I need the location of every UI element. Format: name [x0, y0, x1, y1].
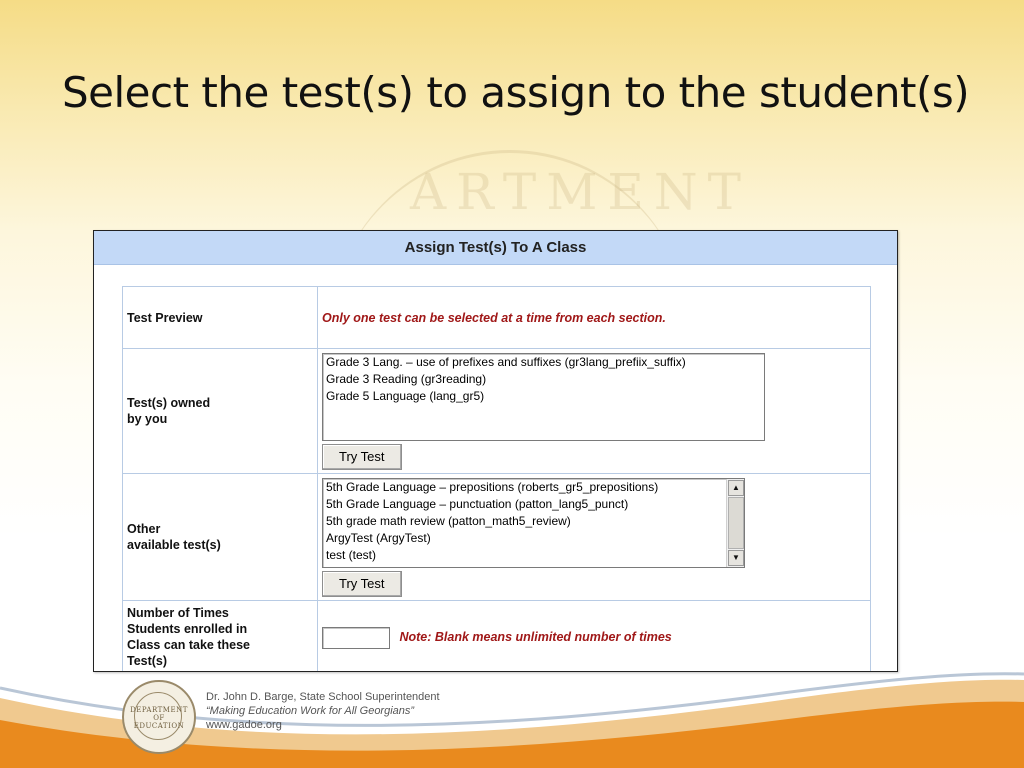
list-item[interactable]: 5th grade math review (patton_math5_review) — [326, 514, 571, 528]
scroll-up-icon[interactable]: ▲ — [728, 480, 744, 496]
footer — [118, 678, 498, 758]
table-row — [123, 287, 871, 349]
times-input[interactable] — [322, 627, 390, 649]
owned-tests-cell — [318, 349, 871, 474]
list-item[interactable]: 5th Grade Language – punctuation (patton_lang5_punct) — [326, 497, 629, 511]
list-item[interactable]: 5th Grade Language – prepositions (roberts_gr5_prepositions) — [326, 480, 659, 494]
times-label: Number of Times Students enrolled in Class can take these Test(s) — [123, 601, 318, 673]
list-item[interactable]: Grade 5 Language (lang_gr5) — [326, 389, 485, 403]
slogan-line: “Making Education Work for All Georgians” — [206, 705, 415, 717]
window-header: Assign Test(s) To A Class — [94, 231, 897, 265]
owned-tests-label: Test(s) owned by you — [123, 349, 318, 474]
slide-title: Select the test(s) to assign to the student(s) — [62, 68, 970, 117]
other-tests-cell — [318, 474, 871, 601]
scroll-down-icon[interactable]: ▼ — [728, 550, 744, 566]
watermark-text: ARTMENT — [410, 163, 752, 221]
assign-test-window — [93, 230, 898, 672]
unlimited-note: Note: Blank means unlimited number of times — [399, 630, 672, 645]
seal-text: DEPARTMENT OF EDUCATION — [130, 706, 188, 730]
owned-tests-listbox[interactable] — [322, 353, 765, 441]
other-tests-listbox[interactable] — [322, 478, 745, 568]
single-test-note: Only one test can be selected at a time from each section. — [322, 310, 666, 325]
website-link[interactable]: www.gadoe.org — [206, 719, 282, 731]
list-item[interactable]: Grade 3 Lang. – use of prefixes and suffixes (gr3lang_prefiix_suffix) — [326, 355, 686, 369]
other-tests-label: Other available test(s) — [123, 474, 318, 601]
table-row — [123, 474, 871, 601]
assign-form-table — [122, 286, 871, 672]
footer-text — [206, 690, 440, 732]
list-item[interactable]: test (test) — [326, 548, 377, 562]
superintendent-line: Dr. John D. Barge, State School Superintendent — [206, 691, 440, 703]
times-cell — [318, 601, 871, 673]
try-other-test-button[interactable]: Try Test — [322, 571, 402, 597]
list-item[interactable]: ArgyTest (ArgyTest) — [326, 531, 431, 545]
table-row — [123, 601, 871, 673]
test-preview-label: Test Preview — [123, 287, 318, 349]
test-preview-cell — [318, 287, 871, 349]
scroll-thumb[interactable] — [728, 497, 744, 549]
list-item[interactable]: Grade 3 Reading (gr3reading) — [326, 372, 487, 386]
table-row — [123, 349, 871, 474]
education-seal-icon — [122, 680, 196, 754]
other-tests-scrollbar[interactable] — [726, 479, 744, 567]
try-owned-test-button[interactable]: Try Test — [322, 444, 402, 470]
